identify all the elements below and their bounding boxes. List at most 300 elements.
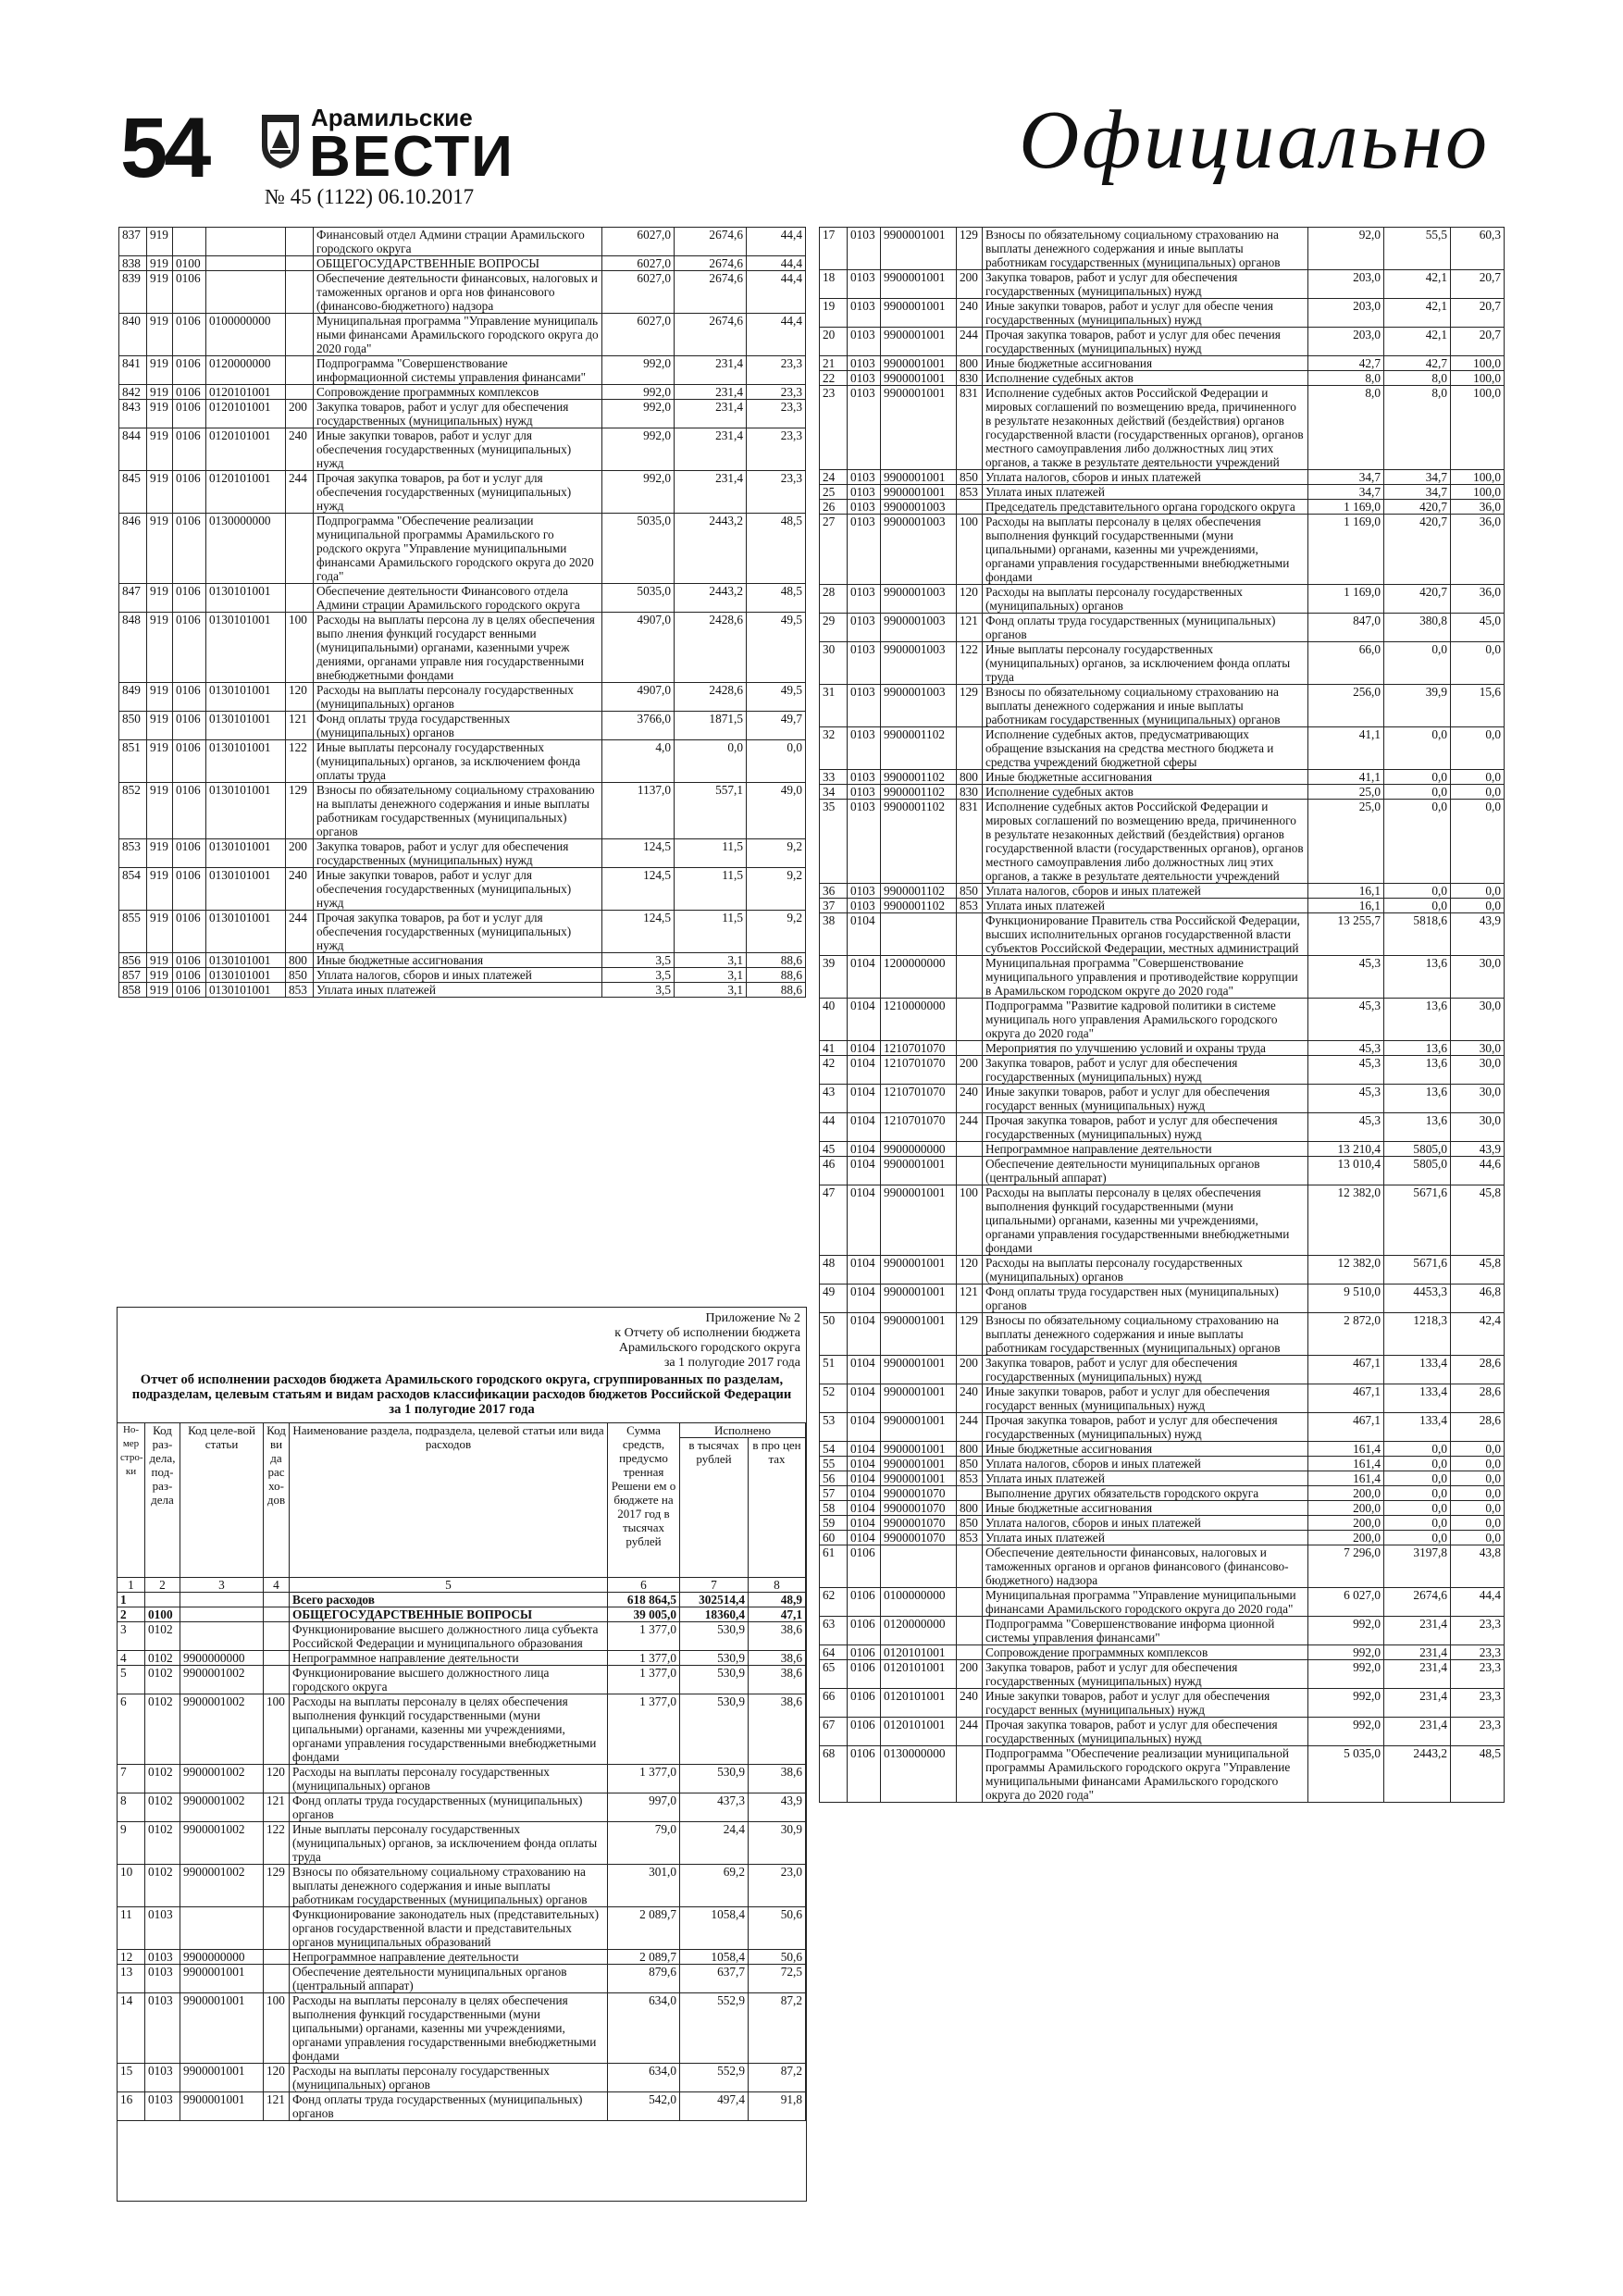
table-cell: Обеспечение деятельности Финансового отдела Админи страции Арамильского городского округа: [314, 584, 602, 613]
table-cell: 467,1: [1308, 1356, 1384, 1384]
table-cell: Расходы на выплаты персоналу в целях обеспечения выполнения функций государственными (муни ципальными) органами, казенны ми учреждениями, органами управления государственными внебюджетными фондами: [983, 1185, 1308, 1256]
table-cell: 9900001070: [881, 1501, 957, 1516]
table-cell: Функционирование Правитель ства Российской Федерации, высших исполнительных органов государственной власти субъектов Российской Федерации, местных администраций: [983, 913, 1308, 956]
table-cell: 1210000000: [881, 999, 957, 1041]
table-row: [820, 1185, 1505, 1256]
table-cell: Закупка товаров, работ и услуг для обеспечения государственных (муниципальных) нужд: [983, 1660, 1308, 1689]
table-cell: Функционирование высшего должностного лица городского округа: [290, 1666, 608, 1694]
table-cell: 200: [286, 400, 314, 428]
column-number-cell: 7: [680, 1578, 749, 1593]
table-row: [820, 1617, 1505, 1645]
table-cell: 530,9: [680, 1765, 749, 1793]
table-cell: 240: [286, 868, 314, 911]
table-cell: 28,6: [1451, 1384, 1505, 1413]
table-cell: 50,6: [749, 1950, 806, 1965]
col-section-header: Код раз-дела, под-раз-дела: [145, 1423, 180, 1578]
table-cell: 19: [820, 299, 848, 328]
table-row: [119, 385, 806, 400]
table-cell: 49,5: [747, 613, 806, 683]
table-cell: 100,0: [1451, 371, 1505, 386]
table-cell: 200: [957, 1660, 983, 1689]
table-cell: 244: [957, 1413, 983, 1442]
table-row: [820, 1471, 1505, 1486]
table-cell: [264, 1651, 290, 1666]
table-cell: 6: [118, 1694, 145, 1765]
table-cell: 7: [118, 1765, 145, 1793]
table-cell: 44,4: [747, 314, 806, 356]
table-cell: 53: [820, 1413, 848, 1442]
table-cell: 5805,0: [1384, 1157, 1451, 1185]
table-cell: 39 005,0: [608, 1607, 680, 1622]
table-cell: 919: [147, 868, 173, 911]
table-cell: 244: [957, 1718, 983, 1746]
table-cell: 2674,6: [675, 256, 747, 271]
table-cell: 38,6: [749, 1666, 806, 1694]
table-cell: 857: [119, 968, 147, 983]
table-cell: 244: [286, 911, 314, 953]
table-cell: 65: [820, 1660, 848, 1689]
table-cell: Непрограммное направление деятельности: [290, 1950, 608, 1965]
report-table: [117, 1422, 806, 2121]
table-cell: 30,0: [1451, 1085, 1505, 1113]
table-cell: 0103: [145, 1907, 180, 1950]
table-cell: 919: [147, 968, 173, 983]
table-cell: 0130101001: [206, 868, 286, 911]
table-cell: 9900001001: [881, 1285, 957, 1313]
table-row: [820, 642, 1505, 685]
table-cell: 0106: [173, 953, 206, 968]
right-budget-table: [819, 227, 1505, 1803]
table-row: [118, 1865, 806, 1907]
table-cell: 34: [820, 785, 848, 800]
table-cell: 1137,0: [602, 783, 675, 839]
table-cell: 530,9: [680, 1666, 749, 1694]
table-cell: 0106: [173, 385, 206, 400]
table-row: [820, 1085, 1505, 1113]
table-cell: 637,7: [680, 1965, 749, 1993]
table-cell: 0,0: [1451, 899, 1505, 913]
column-number-cell: 3: [180, 1578, 264, 1593]
table-cell: 856: [119, 953, 147, 968]
table-cell: 240: [957, 1085, 983, 1113]
table-cell: 9900001001: [881, 485, 957, 500]
table-cell: 0104: [848, 1185, 881, 1256]
table-cell: 49,0: [747, 783, 806, 839]
table-row: [820, 1746, 1505, 1803]
table-cell: Исполнение судебных актов: [983, 371, 1308, 386]
table-cell: 121: [286, 712, 314, 740]
table-cell: 838: [119, 256, 147, 271]
table-cell: 9900001070: [881, 1516, 957, 1531]
table-cell: 0100000000: [206, 314, 286, 356]
table-cell: ОБЩЕГОСУДАРСТВЕННЫЕ ВОПРОСЫ: [314, 256, 602, 271]
table-row: [118, 1793, 806, 1822]
table-cell: 62: [820, 1588, 848, 1617]
table-cell: 552,9: [680, 2064, 749, 2092]
table-cell: 5805,0: [1384, 1142, 1451, 1157]
table-row: [820, 585, 1505, 614]
table-cell: 34,7: [1384, 470, 1451, 485]
table-cell: 1 169,0: [1308, 515, 1384, 585]
table-cell: 240: [957, 1689, 983, 1718]
table-row: [119, 514, 806, 584]
table-cell: 1210701070: [881, 1056, 957, 1085]
table-cell: 55: [820, 1457, 848, 1471]
table-cell: 13,6: [1384, 1113, 1451, 1142]
table-cell: 26: [820, 500, 848, 515]
table-row: [820, 913, 1505, 956]
table-cell: 0103: [848, 356, 881, 371]
table-cell: Иные закупки товаров, работ и услуг для обеспечения государст венных (муниципальных) нужд: [983, 1384, 1308, 1413]
table-cell: 0103: [848, 770, 881, 785]
table-cell: 18: [820, 270, 848, 299]
table-cell: 40: [820, 999, 848, 1041]
table-cell: 0103: [848, 614, 881, 642]
table-cell: 13,6: [1384, 1056, 1451, 1085]
table-row: [820, 884, 1505, 899]
table-cell: Выполнение других обязательств городского округа: [983, 1486, 1308, 1501]
table-cell: 0103: [848, 228, 881, 270]
table-cell: [206, 228, 286, 256]
table-cell: 0102: [145, 1694, 180, 1765]
table-cell: 20,7: [1451, 328, 1505, 356]
table-cell: 1 377,0: [608, 1651, 680, 1666]
table-cell: 0106: [848, 1588, 881, 1617]
table-cell: 6027,0: [602, 271, 675, 314]
table-cell: 854: [119, 868, 147, 911]
table-cell: 0104: [848, 999, 881, 1041]
table-cell: [286, 356, 314, 385]
table-cell: 0,0: [747, 740, 806, 783]
table-cell: Подпрограмма "Развитие кадровой политики в системе муниципаль ного управления Арамильского городского округа до 2020 года": [983, 999, 1308, 1041]
table-cell: 0104: [848, 1285, 881, 1313]
table-cell: 44,4: [747, 228, 806, 256]
table-row: [820, 1356, 1505, 1384]
table-cell: 919: [147, 228, 173, 256]
table-cell: 22: [820, 371, 848, 386]
table-cell: [957, 999, 983, 1041]
table-cell: 0120101001: [206, 400, 286, 428]
table-cell: 840: [119, 314, 147, 356]
table-cell: 9: [118, 1822, 145, 1865]
table-row: [118, 1666, 806, 1694]
table-cell: 853: [957, 1471, 983, 1486]
table-cell: 919: [147, 514, 173, 584]
table-cell: [173, 228, 206, 256]
table-cell: 45,3: [1308, 999, 1384, 1041]
table-cell: 919: [147, 983, 173, 998]
table-cell: 11,5: [675, 868, 747, 911]
table-cell: 0,0: [1451, 1501, 1505, 1516]
table-cell: 28,6: [1451, 1356, 1505, 1384]
table-cell: 919: [147, 613, 173, 683]
table-cell: 12 382,0: [1308, 1256, 1384, 1285]
table-cell: Уплата налогов, сборов и иных платежей: [983, 1516, 1308, 1531]
table-cell: 0106: [848, 1617, 881, 1645]
table-cell: 12 382,0: [1308, 1185, 1384, 1256]
table-cell: Иные бюджетные ассигнования: [983, 770, 1308, 785]
table-cell: 9900001001: [881, 1185, 957, 1256]
table-cell: 20,7: [1451, 299, 1505, 328]
table-cell: 129: [957, 1313, 983, 1356]
table-cell: 13,6: [1384, 999, 1451, 1041]
table-cell: Обеспечение деятельности муниципальных органов (центральный аппарат): [983, 1157, 1308, 1185]
col-target-header: Код целе-вой статьи: [180, 1423, 264, 1578]
table-cell: Подпрограмма "Обеспечение реализации муниципальной программы Арамильского го родского округа "Управление муниципальными финансами Арамильского городского округа до 2020 года": [314, 514, 602, 584]
table-cell: [180, 1907, 264, 1950]
table-cell: Исполнение судебных актов Российской Федерации и мировых соглашений по возмещению вреда, причиненного в результате незаконных действий (бездействия) органов государственной власти (государственных органов), органов местного самоуправления либо должностных лиц этих органов, а также в результате деятельности учреждений: [983, 386, 1308, 470]
table-cell: Прочая закупка товаров, работ и услуг для обеспечения государственных (муниципальных) нужд: [983, 1413, 1308, 1442]
table-cell: 0103: [848, 899, 881, 913]
table-cell: 919: [147, 712, 173, 740]
table-cell: 0102: [145, 1765, 180, 1793]
table-row: [820, 785, 1505, 800]
table-cell: 44: [820, 1113, 848, 1142]
table-cell: 88,6: [747, 953, 806, 968]
table-cell: 302514,4: [680, 1593, 749, 1607]
table-cell: 6027,0: [602, 314, 675, 356]
table-cell: 14: [118, 1993, 145, 2064]
table-cell: 0103: [848, 785, 881, 800]
report-block: [117, 1307, 807, 2202]
table-cell: 41,1: [1308, 727, 1384, 770]
table-cell: 9900001001: [881, 270, 957, 299]
table-cell: 9900001003: [881, 515, 957, 585]
col-exec-sum-header: в тысячах рублей: [680, 1438, 749, 1578]
table-cell: 2 089,7: [608, 1950, 680, 1965]
table-cell: [286, 256, 314, 271]
table-cell: 848: [119, 613, 147, 683]
table-row: [820, 1056, 1505, 1085]
table-cell: [264, 1622, 290, 1651]
table-cell: 13: [118, 1965, 145, 1993]
table-cell: 9900001070: [881, 1531, 957, 1545]
table-cell: 850: [957, 470, 983, 485]
table-cell: 0130101001: [206, 584, 286, 613]
table-row: [119, 314, 806, 356]
table-cell: 1: [118, 1593, 145, 1607]
table-cell: 0130101001: [206, 783, 286, 839]
table-row: [118, 1965, 806, 1993]
table-cell: 39: [820, 956, 848, 999]
table-cell: 552,9: [680, 1993, 749, 2064]
table-cell: 30: [820, 642, 848, 685]
table-cell: Расходы на выплаты персона лу в целях обеспечения выпо лнения функций государст венными (муниципальными) органами, казенными учреж дениями, органами управле ния государственными внебюджетными фондами: [314, 613, 602, 683]
table-cell: 0120101001: [206, 385, 286, 400]
table-cell: 0104: [848, 1356, 881, 1384]
table-cell: 847,0: [1308, 614, 1384, 642]
table-cell: 800: [957, 1442, 983, 1457]
table-cell: 23,3: [1451, 1645, 1505, 1660]
table-cell: [957, 1486, 983, 1501]
col-executed-header: Исполнено: [680, 1423, 806, 1438]
table-cell: ОБЩЕГОСУДАРСТВЕННЫЕ ВОПРОСЫ: [290, 1607, 608, 1622]
table-cell: 23,3: [747, 400, 806, 428]
table-cell: 0,0: [1451, 1516, 1505, 1531]
table-cell: Уплата налогов, сборов и иных платежей: [983, 1457, 1308, 1471]
table-cell: 9900001002: [180, 1694, 264, 1765]
table-cell: 29: [820, 614, 848, 642]
table-cell: 43,8: [1451, 1545, 1505, 1588]
table-cell: Исполнение судебных актов Российской Федерации и мировых соглашений по возмещению вреда, причиненного в результате незаконных действий (бездействия) органов государственной власти (государственных органов), органов местного самоуправления либо должностных лиц этих органов, а также в результате деятельности учреждений: [983, 800, 1308, 884]
table-cell: 66,0: [1308, 642, 1384, 685]
table-cell: 847: [119, 584, 147, 613]
table-cell: 100: [286, 613, 314, 683]
table-cell: 30,0: [1451, 1113, 1505, 1142]
table-cell: 0106: [173, 683, 206, 712]
table-cell: Исполнение судебных актов, предусматривающих обращение взыскания на средства местного бюджета и средства учреждений бюджетной сферы: [983, 727, 1308, 770]
table-cell: 38,6: [749, 1622, 806, 1651]
table-cell: 129: [957, 685, 983, 727]
table-cell: 0102: [145, 1865, 180, 1907]
table-cell: 49,5: [747, 683, 806, 712]
table-cell: 9900000000: [881, 1142, 957, 1157]
table-cell: 9900001001: [180, 1993, 264, 2064]
table-cell: Расходы на выплаты персоналу в целях обеспечения выполнения функций государственными (муни ципальными) органами, казенны ми учреждениями, органами управления государственными внебюджетными фондами: [290, 1694, 608, 1765]
table-cell: 1 377,0: [608, 1694, 680, 1765]
table-cell: Иные закупки товаров, работ и услуг для обеспе чения государственных (муниципальных) нужд: [983, 299, 1308, 328]
table-cell: 849: [119, 683, 147, 712]
table-cell: 0,0: [1384, 770, 1451, 785]
table-cell: 9900001001: [881, 470, 957, 485]
table-cell: 57: [820, 1486, 848, 1501]
report-header-row: [118, 1423, 806, 1438]
table-cell: Расходы на выплаты персоналу государственных (муниципальных) органов: [983, 1256, 1308, 1285]
table-cell: 3,5: [602, 983, 675, 998]
table-cell: [957, 956, 983, 999]
table-cell: 9900001102: [881, 727, 957, 770]
table-cell: 0103: [848, 328, 881, 356]
table-cell: 44,4: [747, 271, 806, 314]
table-cell: 831: [957, 800, 983, 884]
table-cell: 1 169,0: [1308, 500, 1384, 515]
table-cell: [957, 1588, 983, 1617]
table-cell: 919: [147, 839, 173, 868]
page-number: 54: [120, 101, 208, 195]
table-cell: 231,4: [1384, 1718, 1451, 1746]
table-cell: 200,0: [1308, 1531, 1384, 1545]
table-cell: 919: [147, 314, 173, 356]
table-cell: 13 010,4: [1308, 1157, 1384, 1185]
table-cell: 9,2: [747, 868, 806, 911]
table-cell: 36,0: [1451, 500, 1505, 515]
table-cell: Расходы на выплаты персоналу в целях обеспечения выполнения функций государственными (муни ципальными) органами, казенны ми учреждениями, органами управления государственными внебюджетными фондами: [983, 515, 1308, 585]
table-cell: 30,0: [1451, 999, 1505, 1041]
table-cell: 992,0: [602, 471, 675, 514]
table-cell: 9900001001: [881, 356, 957, 371]
table-cell: 919: [147, 356, 173, 385]
table-cell: 992,0: [602, 385, 675, 400]
table-cell: 231,4: [675, 385, 747, 400]
table-row: [820, 1689, 1505, 1718]
table-row: [118, 1694, 806, 1765]
table-cell: Расходы на выплаты персоналу в целях обеспечения выполнения функций государственными (муни ципальными) органами, казенны ми учреждениями, органами управления государственными внебюджетными фондами: [290, 1993, 608, 2064]
left-budget-table: [118, 227, 806, 998]
table-cell: 0106: [173, 428, 206, 471]
table-cell: 0120101001: [881, 1660, 957, 1689]
table-cell: 100: [957, 1185, 983, 1256]
table-cell: [957, 727, 983, 770]
table-cell: 124,5: [602, 911, 675, 953]
table-cell: 161,4: [1308, 1457, 1384, 1471]
table-cell: [264, 1950, 290, 1965]
table-cell: 34,7: [1384, 485, 1451, 500]
table-cell: 59: [820, 1516, 848, 1531]
table-cell: 992,0: [602, 428, 675, 471]
table-cell: 23,3: [747, 471, 806, 514]
table-row: [820, 1157, 1505, 1185]
table-cell: 11: [118, 1907, 145, 1950]
table-cell: 64: [820, 1645, 848, 1660]
table-cell: Функционирование высшего должностного лица субъекта Российской Федерации и муниципального образования: [290, 1622, 608, 1651]
col-exec-pct-header: в про цен тах: [749, 1438, 806, 1578]
table-cell: 919: [147, 271, 173, 314]
table-cell: Расходы на выплаты персоналу государственных (муниципальных) органов: [983, 585, 1308, 614]
brand-top: Арамильские: [311, 104, 473, 131]
table-cell: 9900001001: [881, 1256, 957, 1285]
table-cell: 0130101001: [206, 740, 286, 783]
table-cell: 9900001102: [881, 899, 957, 913]
table-row: [118, 2092, 806, 2121]
table-row: [820, 1718, 1505, 1746]
table-row: [820, 1660, 1505, 1689]
table-cell: 49: [820, 1285, 848, 1313]
table-cell: 0130101001: [206, 613, 286, 683]
table-row: [820, 470, 1505, 485]
table-cell: 0130101001: [206, 983, 286, 998]
table-cell: 853: [957, 1531, 983, 1545]
table-cell: [264, 1593, 290, 1607]
table-cell: 2443,2: [1384, 1746, 1451, 1803]
table-cell: 120: [286, 683, 314, 712]
table-cell: 20: [820, 328, 848, 356]
table-cell: 121: [957, 1285, 983, 1313]
table-cell: 9900001001: [881, 299, 957, 328]
table-cell: 0102: [145, 1822, 180, 1865]
table-cell: 842: [119, 385, 147, 400]
table-cell: 61: [820, 1545, 848, 1588]
table-cell: 850: [957, 884, 983, 899]
table-row: [820, 270, 1505, 299]
table-cell: 100,0: [1451, 386, 1505, 470]
table-cell: 0106: [173, 471, 206, 514]
table-row: [820, 1442, 1505, 1457]
table-cell: 0,0: [1451, 1471, 1505, 1486]
table-cell: 919: [147, 584, 173, 613]
table-cell: 43,9: [1451, 913, 1505, 956]
table-cell: 919: [147, 953, 173, 968]
table-cell: 0106: [173, 613, 206, 683]
table-row: [119, 911, 806, 953]
right-table-container: [819, 227, 1504, 1803]
table-cell: 9900001002: [180, 1765, 264, 1793]
table-cell: 28,6: [1451, 1413, 1505, 1442]
table-cell: 858: [119, 983, 147, 998]
table-cell: 200: [286, 839, 314, 868]
table-cell: 1 169,0: [1308, 585, 1384, 614]
table-cell: 846: [119, 514, 147, 584]
table-cell: 91,8: [749, 2092, 806, 2121]
table-cell: 9900001102: [881, 785, 957, 800]
table-cell: 830: [957, 371, 983, 386]
table-cell: 9900001003: [881, 500, 957, 515]
table-cell: 0103: [848, 270, 881, 299]
table-cell: [957, 1142, 983, 1157]
table-cell: 0130000000: [881, 1746, 957, 1803]
table-cell: 0106: [173, 968, 206, 983]
table-cell: 13,6: [1384, 956, 1451, 999]
table-cell: 47: [820, 1185, 848, 1256]
